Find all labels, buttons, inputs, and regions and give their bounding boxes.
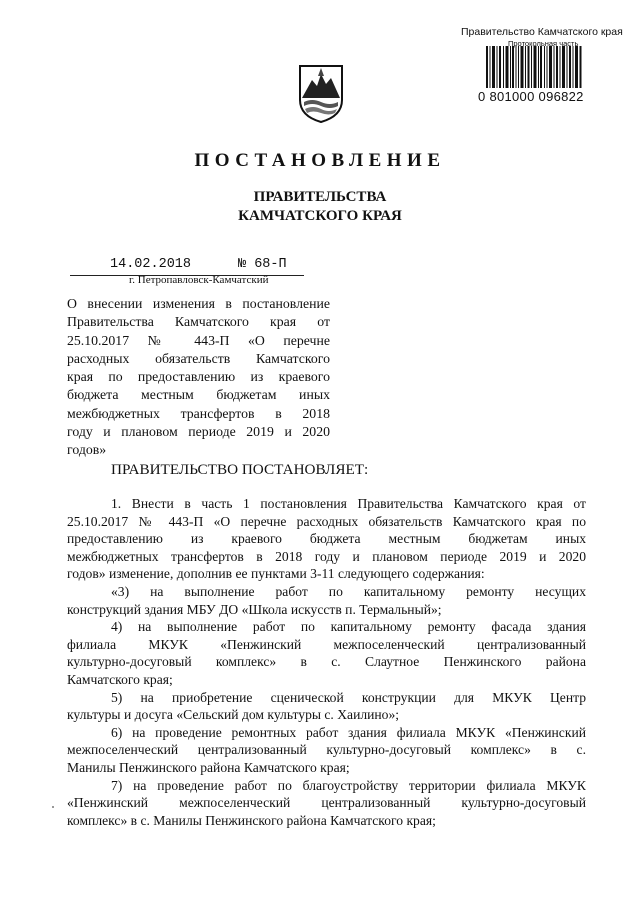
body-line: межпоселенческий централизованный культурно-досуговый комплекс» в с. (67, 742, 586, 758)
body-line: филиала МКУК «Пенжинский межпоселенческий централизованный (67, 636, 586, 652)
subject-line: бюджета местным бюджетам иных (67, 387, 330, 403)
body-line: 7) на проведение работ по благоустройству территории филиала МКУК (111, 777, 586, 793)
body-line: культуры и досуга «Сельский дом культуры с. Хаилино»; (67, 707, 400, 723)
issuer-line-1: ПРАВИТЕЛЬСТВА (253, 189, 387, 205)
subject-line: Правительства Камчатского края от (67, 314, 330, 330)
subject-line: 25.10.2017 № 443-П «О перечне (67, 332, 330, 348)
stamp-subtitle: Протокольная часть (508, 39, 579, 48)
body-line: 4) на выполнение работ по капитальному ремонту фасада здания (111, 619, 586, 635)
body-line: 5) на приобретение сценической конструкции для МКУК Центр (111, 689, 586, 705)
body-line: межбюджетных трансфертов в 2018 году и плановом периоде 2019 и 2020 (67, 548, 586, 564)
body-line: конструкций здания МБУ ДО «Школа искусств п. Термальный»; (67, 601, 442, 617)
body-line: предоставлению из краевого бюджета местным бюджетам иных (67, 531, 586, 547)
subject-line: края по предоставлению из краевого (67, 369, 330, 385)
stamp-organization: Правительство Камчатского края (461, 26, 623, 38)
body-line: 6) на проведение ремонтных работ здания филиала МКУК «Пенжинский (111, 724, 586, 740)
issue-city: г. Петропавловск-Камчатский (129, 274, 269, 286)
subject-line: О внесении изменения в постановление (67, 296, 330, 311)
body-line: 1. Внести в часть 1 постановления Правительства Камчатского края от (111, 496, 586, 511)
subject-line: году и плановом периоде 2019 и 2020 (67, 424, 330, 440)
document-date: 14.02.2018 (110, 257, 192, 272)
body-line: «Пенжинский межпоселенческий централизованный культурно-досуговый (67, 795, 586, 811)
body-line: Камчатского края; (67, 671, 173, 687)
body-line: годов» изменение, дополнив ее пунктами 3-11 следующего содержания: (67, 566, 485, 582)
barcode-icon (486, 46, 582, 88)
document-body (67, 495, 586, 829)
kamchatka-coat-of-arms-icon (298, 62, 344, 124)
body-line: 25.10.2017 № 443-П «О перечне расходных обязательств Камчатского края по (67, 513, 586, 529)
document-number: № 68-П (238, 257, 287, 272)
body-line: культурно-досуговый комплекс» в с. Слаутное Пенжинского района (67, 654, 586, 670)
subject-line: межбюджетных трансфертов в 2018 (67, 405, 330, 421)
subject-line: годов» (67, 442, 107, 458)
body-line: комплекс» в с. Манилы Пенжинского района Камчатского края; (67, 812, 436, 828)
scan-speck (52, 806, 54, 808)
issuer-line-2: КАМЧАТСКОГО КРАЯ (238, 208, 402, 224)
body-line: Манилы Пенжинского района Камчатского края; (67, 759, 350, 775)
barcode-number: 0 801000 096822 (478, 89, 584, 104)
subject-line: расходных обязательств Камчатского (67, 350, 330, 366)
resolution-heading: ПРАВИТЕЛЬСТВО ПОСТАНОВЛЯЕТ: (111, 461, 369, 478)
body-line: «3) на выполнение работ по капитальному ремонту несущих (111, 583, 586, 599)
document-subject (67, 295, 330, 460)
document-title: ПОСТАНОВЛЕНИЕ (194, 150, 446, 171)
